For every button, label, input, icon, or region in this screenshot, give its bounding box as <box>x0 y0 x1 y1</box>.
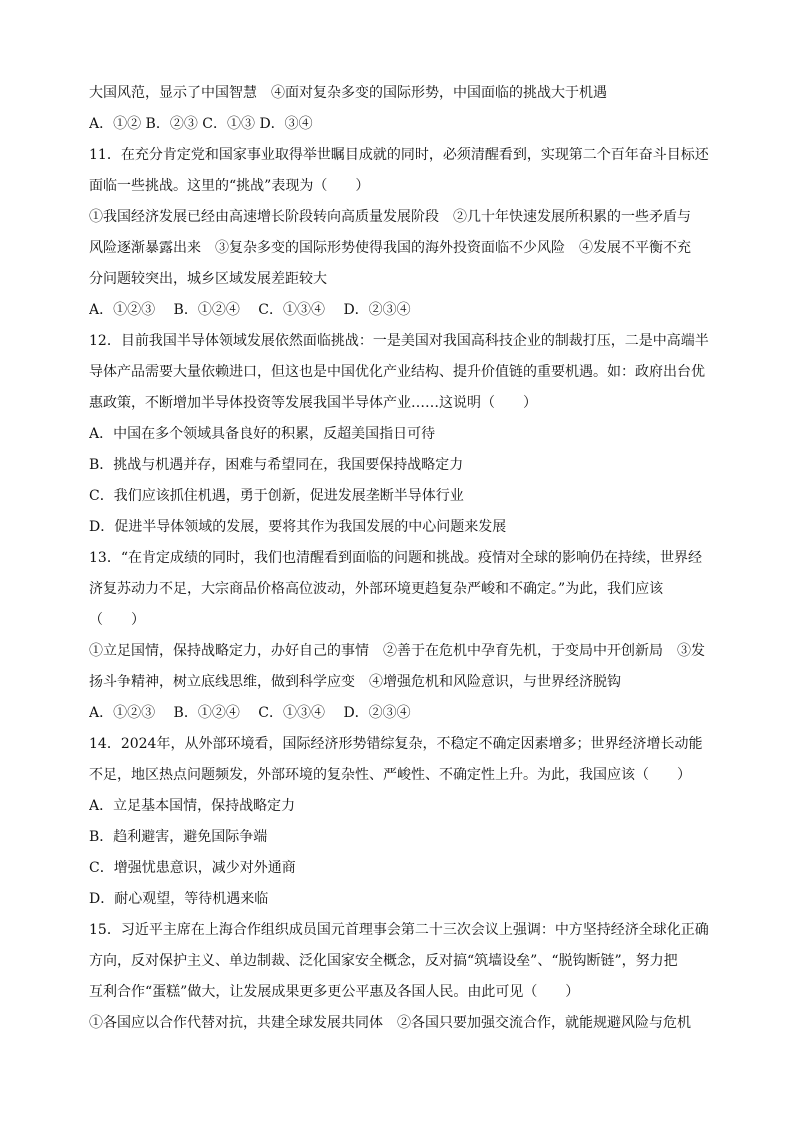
text-line: 大国风范，显示了中国智慧 ④面对复杂多变的国际形势，中国面临的挑战大于机遇 <box>89 85 607 101</box>
question-14-stem: 14．2024年，从外部环境看，国际经济形势错综复杂，不稳定不确定因素增多；世界经济增长动能 <box>89 736 703 752</box>
option-b: B．趋利避害，避免国际争端 <box>89 829 268 845</box>
option-d: D．耐心观望，等待机遇来临 <box>89 891 269 907</box>
text-line: 扬斗争精神，树立底线思维，做到科学应变 ④增强危机和风险意识，与世界经济脱钩 <box>89 674 621 690</box>
text-line: 惠政策，不断增加半导体投资等发展我国半导体产业……这说明（ ） <box>89 395 537 411</box>
question-11-stem: 11．在充分肯定党和国家事业取得举世瞩目成就的同时，必须清醒看到，实现第二个百年奋斗目标还 <box>89 147 709 163</box>
question-13-stem: 13．“在肯定成绩的同时，我们也清醒看到面临的问题和挑战。疫情对全球的影响仍在持续，世界经 <box>89 550 702 566</box>
question-15-stem: 15．习近平主席在上海合作组织成员国元首理事会第二十三次会议上强调：中方坚持经济全球化正确 <box>89 922 709 938</box>
option-a: A．立足基本国情，保持战略定力 <box>89 798 296 814</box>
option-b: B．挑战与机遇并存，困难与希望同在，我国要保持战略定力 <box>89 457 464 473</box>
text-line: 风险逐渐暴露出来 ③复杂多变的国际形势使得我国的海外投资面临不少风险 ④发展不平衡不充 <box>89 240 691 256</box>
text-line: 导体产品需要大量依赖进口，但这也是中国优化产业结构、提升价值链的重要机遇。如：政府出台优 <box>89 364 705 380</box>
option-c: C．我们应该抓住机遇，勇于创新，促进发展垄断半导体行业 <box>89 488 464 504</box>
option-c: C．增强忧患意识，减少对外通商 <box>89 860 296 876</box>
answer-options-q10: A．①② B．②③ C．①③ D．③④ <box>89 116 313 132</box>
text-line: ①立足国情，保持战略定力，办好自己的事情 ②善于在危机中孕育先机，于变局中开创新局 ③发 <box>89 643 705 659</box>
answer-options-q11: A．①②③ B．①②④ C．①③④ D．②③④ <box>89 302 411 318</box>
text-line: 济复苏动力不足，大宗商品价格高位波动，外部环境更趋复杂严峻和不确定。”为此，我们应该 <box>89 581 664 597</box>
question-12-stem: 12．目前我国半导体领域发展依然面临挑战：一是美国对我国高科技企业的制裁打压，二是中高端半 <box>89 333 709 349</box>
text-line: 方向，反对保护主义、单边制裁、泛化国家安全概念，反对搞“筑墙设垒”、“脱钩断链”，努力把 <box>89 953 678 969</box>
text-line: 分问题较突出，城乡区域发展差距较大 <box>89 271 327 287</box>
answer-options-q13: A．①②③ B．①②④ C．①③④ D．②③④ <box>89 705 411 721</box>
text-line: 面临一些挑战。这里的“挑战”表现为（ ） <box>89 178 370 194</box>
option-a: A．中国在多个领域具备良好的积累，反超美国指日可待 <box>89 426 436 442</box>
text-line: （ ） <box>89 612 145 628</box>
text-line: 不足，地区热点问题频发，外部环境的复杂性、严峻性、不确定性上升。为此，我国应该（ ） <box>89 767 691 783</box>
option-d: D．促进半导体领域的发展，要将其作为我国发展的中心问题来发展 <box>89 519 507 535</box>
text-line: ①各国应以合作代替对抗，共建全球发展共同体 ②各国只要加强交流合作，就能规避风险与危机 <box>89 1015 691 1031</box>
document-content <box>89 78 711 1039</box>
text-line: ①我国经济发展已经由高速增长阶段转向高质量发展阶段 ②几十年快速发展所积累的一些矛盾与 <box>89 209 691 225</box>
text-line: 互利合作“蛋糕”做大，让发展成果更多更公平惠及各国人民。由此可见（ ） <box>89 984 580 1000</box>
